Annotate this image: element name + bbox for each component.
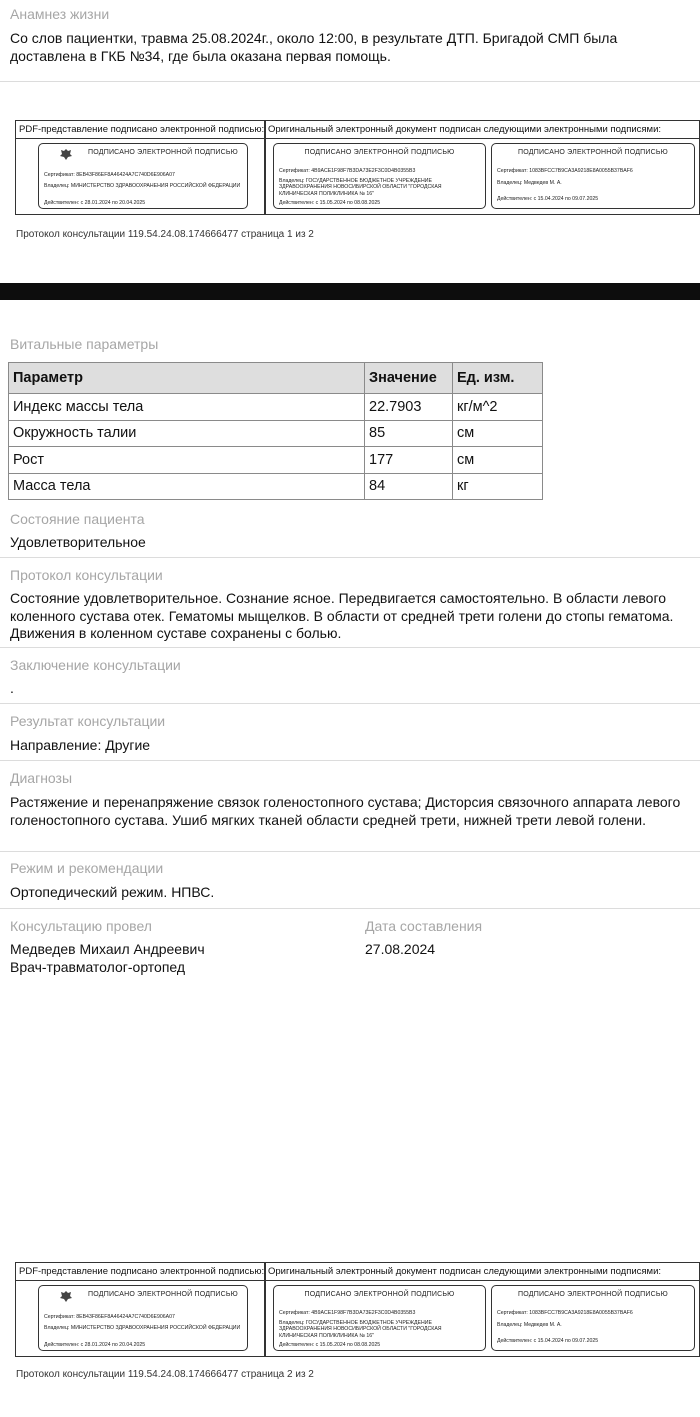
table-cell: 22.7903 xyxy=(365,394,453,421)
date-title: Дата составления xyxy=(365,918,483,934)
column-header: Параметр xyxy=(9,363,365,394)
table-cell: Окружность талии xyxy=(9,420,365,447)
conclusion-text: . xyxy=(10,680,14,696)
column-header: Значение xyxy=(365,363,453,394)
signature-block xyxy=(15,1262,700,1357)
pdf-signed-label: PDF-представление подписано электронной подписью: xyxy=(19,124,265,135)
diagnoses-text: Растяжение и перенапряжение связок голеностопного сустава; Дисторсия связочного аппарата левого голеностопного сустава. Ушиб мягких тканей области средней трети, нижней трети левой голени. xyxy=(10,794,681,828)
stamp-cert: Сертификат: 1083BFCC7B9CA3A9218E8A0055B37BAF6 xyxy=(497,168,633,174)
pdf-signed-label: PDF-представление подписано электронной подписью: xyxy=(19,1266,265,1277)
table-cell: см xyxy=(453,447,543,474)
column-header: Ед. изм. xyxy=(453,363,543,394)
table-row xyxy=(9,473,543,500)
result-title: Результат консультации xyxy=(10,713,166,729)
stamp-owner: Владелец: ГОСУДАРСТВЕННОЕ БЮДЖЕТНОЕ УЧРЕЖДЕНИЕ ЗДРАВООХРАНЕНИЯ НОВОСИБИРСКОЙ ОБЛАСТИ "ГОРОДСКАЯ КЛИНИЧЕСКАЯ ПОЛИКЛИНИКА № 16" xyxy=(279,178,442,197)
divider xyxy=(0,557,700,558)
stamp-valid: Действителен: с 28.01.2024 по 20.04.2025 xyxy=(44,200,146,206)
vitals-title: Витальные параметры xyxy=(10,336,159,352)
divider xyxy=(0,703,700,704)
table-row xyxy=(9,447,543,474)
table-header-row xyxy=(9,363,543,394)
signature-stamp xyxy=(491,1285,695,1351)
stamp-owner: Владелец: МИНИСТЕРСТВО ЗДРАВООХРАНЕНИЯ РОССИЙСКОЙ ФЕДЕРАЦИИ xyxy=(44,183,241,189)
state-title: Состояние пациента xyxy=(10,511,145,527)
page-separator xyxy=(0,283,700,300)
table-cell: Масса тела xyxy=(9,473,365,500)
table-cell: 85 xyxy=(365,420,453,447)
signature-block xyxy=(15,120,700,215)
result-text: Направление: Другие xyxy=(10,737,151,753)
consultant-position: Врач-травматолог-ортопед xyxy=(10,959,186,975)
stamp-title: ПОДПИСАНО ЭЛЕКТРОННОЙ ПОДПИСЬЮ xyxy=(518,1291,668,1298)
divider xyxy=(0,81,700,82)
stamp-cert: Сертификат: 8EB43F86EF8A46424A7C740D6E906A07 xyxy=(44,1314,175,1320)
date-value: 27.08.2024 xyxy=(365,941,436,957)
coat-of-arms-icon xyxy=(59,148,73,161)
page-footer: Протокол консультации 119.54.24.08.174666477 страница 1 из 2 xyxy=(16,229,314,240)
stamp-valid: Действителен: с 28.01.2024 по 20.04.2025 xyxy=(44,1342,146,1348)
table-cell: см xyxy=(453,420,543,447)
divider xyxy=(0,760,700,761)
original-signed-label: Оригинальный электронный документ подписан следующими электронными подписями: xyxy=(268,124,662,135)
stamp-title: ПОДПИСАНО ЭЛЕКТРОННОЙ ПОДПИСЬЮ xyxy=(518,149,668,156)
signature-stamp xyxy=(38,1285,248,1351)
consultant-title: Консультацию провел xyxy=(10,918,152,934)
stamp-valid: Действителен: с 15.05.2024 по 08.08.2025 xyxy=(279,200,381,206)
table-cell: 84 xyxy=(365,473,453,500)
signature-block-header xyxy=(16,121,699,138)
divider xyxy=(0,908,700,909)
stamp-valid: Действителен: с 15.04.2024 по 09.07.2025 xyxy=(497,196,599,202)
divider xyxy=(0,851,700,852)
table-cell: 177 xyxy=(365,447,453,474)
state-text: Удовлетворительное xyxy=(10,534,146,550)
table-cell: Рост xyxy=(9,447,365,474)
diagnoses-title: Диагнозы xyxy=(10,770,73,786)
page-footer: Протокол консультации 119.54.24.08.174666477 страница 2 из 2 xyxy=(16,1369,314,1380)
regimen-text: Ортопедический режим. НПВС. xyxy=(10,884,215,900)
stamp-owner: Владелец: Медведев М. А. xyxy=(497,180,562,186)
signature-stamp xyxy=(491,143,695,209)
stamp-cert: Сертификат: 4B9ACE1F98F7B3DA73E2F3C0D4B0355B3 xyxy=(279,168,416,174)
table-cell: кг xyxy=(453,473,543,500)
signature-block-header xyxy=(16,1263,699,1280)
divider xyxy=(0,647,700,648)
table-cell: кг/м^2 xyxy=(453,394,543,421)
signature-stamp xyxy=(273,143,486,209)
stamp-valid: Действителен: с 15.05.2024 по 08.08.2025 xyxy=(279,1342,381,1348)
regimen-title: Режим и рекомендации xyxy=(10,860,164,876)
signature-stamp xyxy=(38,143,248,209)
stamp-owner: Владелец: ГОСУДАРСТВЕННОЕ БЮДЖЕТНОЕ УЧРЕЖДЕНИЕ ЗДРАВООХРАНЕНИЯ НОВОСИБИРСКОЙ ОБЛАСТИ "ГОРОДСКАЯ КЛИНИЧЕСКАЯ ПОЛИКЛИНИКА № 16" xyxy=(279,1320,442,1339)
stamp-title: ПОДПИСАНО ЭЛЕКТРОННОЙ ПОДПИСЬЮ xyxy=(88,1291,238,1298)
anamnesis-text: Со слов пациентки, травма 25.08.2024г., около 12:00, в результате ДТП. Бригадой СМП была доставлена в ГКБ №34, где была оказана первая помощь. xyxy=(10,30,618,64)
stamp-owner: Владелец: Медведев М. А. xyxy=(497,1322,562,1328)
stamp-title: ПОДПИСАНО ЭЛЕКТРОННОЙ ПОДПИСЬЮ xyxy=(304,1291,455,1298)
vitals-table xyxy=(8,362,543,500)
consultant-name: Медведев Михаил Андреевич xyxy=(10,941,205,957)
stamp-owner: Владелец: МИНИСТЕРСТВО ЗДРАВООХРАНЕНИЯ РОССИЙСКОЙ ФЕДЕРАЦИИ xyxy=(44,1325,241,1331)
protocol-text: Состояние удовлетворительное. Сознание ясное. Передвигается самостоятельно. В области левого коленного сустава отек. Гематомы мыщелков. В области от средней трети голени до стопы гематома. Движения в коленном суставе сохранены с болью. xyxy=(10,590,674,641)
stamp-cert: Сертификат: 4B9ACE1F98F7B3DA73E2F3C0D4B0355B3 xyxy=(279,1310,416,1316)
table-cell: Индекс массы тела xyxy=(9,394,365,421)
stamp-cert: Сертификат: 8EB43F86EF8A46424A7C740D6E906A07 xyxy=(44,172,175,178)
conclusion-title: Заключение консультации xyxy=(10,657,181,673)
stamp-title: ПОДПИСАНО ЭЛЕКТРОННОЙ ПОДПИСЬЮ xyxy=(304,149,455,156)
stamp-valid: Действителен: с 15.04.2024 по 09.07.2025 xyxy=(497,1338,599,1344)
signature-stamp xyxy=(273,1285,486,1351)
coat-of-arms-icon xyxy=(59,1290,73,1303)
stamp-cert: Сертификат: 1083BFCC7B9CA3A9218E8A0055B37BAF6 xyxy=(497,1310,633,1316)
stamp-title: ПОДПИСАНО ЭЛЕКТРОННОЙ ПОДПИСЬЮ xyxy=(88,149,238,156)
protocol-title: Протокол консультации xyxy=(10,567,163,583)
anamnesis-title: Анамнез жизни xyxy=(10,6,110,22)
table-row xyxy=(9,394,543,421)
table-row xyxy=(9,420,543,447)
original-signed-label: Оригинальный электронный документ подписан следующими электронными подписями: xyxy=(268,1266,662,1277)
